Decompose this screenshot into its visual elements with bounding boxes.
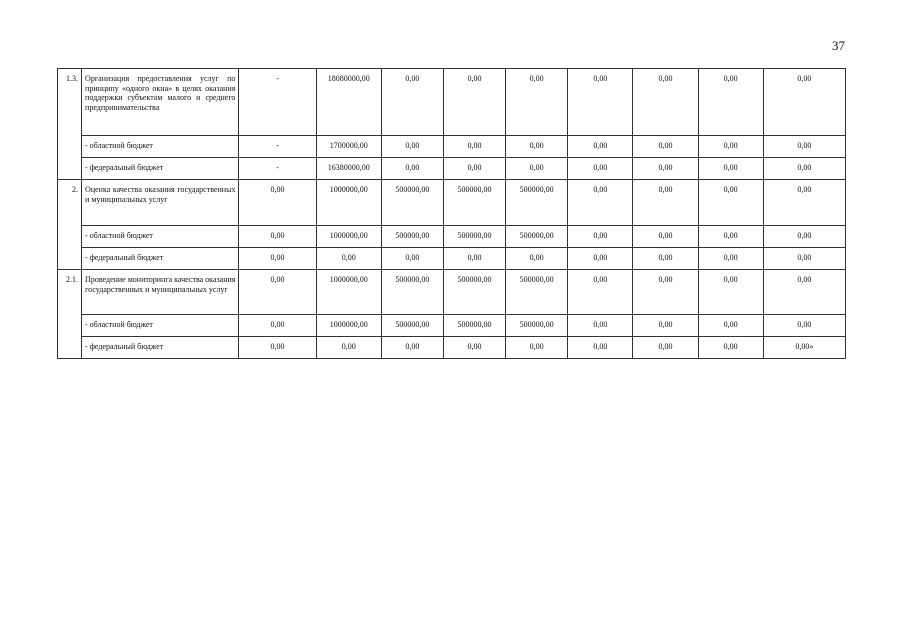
value-cell: 0,00 <box>633 248 698 270</box>
value-cell: 0,00 <box>763 226 845 248</box>
row-name: Проведение мониторинга качества оказания государственных и муниципальных услуг <box>82 270 239 315</box>
table-row <box>58 315 846 337</box>
table-row <box>58 226 846 248</box>
value-cell: 0,00» <box>763 337 845 359</box>
value-cell: 0,00 <box>381 337 443 359</box>
value-cell: 0,00 <box>381 158 443 180</box>
value-cell: 0,00 <box>443 248 505 270</box>
value-cell: 1000000,00 <box>316 180 381 226</box>
value-cell: 0,00 <box>506 337 568 359</box>
value-cell: 1000000,00 <box>316 270 381 315</box>
table-row <box>58 158 846 180</box>
value-cell: 0,00 <box>763 69 845 136</box>
value-cell: 1000000,00 <box>316 315 381 337</box>
value-cell: 0,00 <box>239 226 316 248</box>
value-cell: 0,00 <box>239 180 316 226</box>
value-cell: 0,00 <box>633 270 698 315</box>
value-cell: 0,00 <box>698 270 763 315</box>
row-name: Оценка качества оказания государственных и муниципальных услуг <box>82 180 239 226</box>
value-cell: 0,00 <box>316 337 381 359</box>
value-cell: 0,00 <box>443 337 505 359</box>
row-name: - областной бюджет <box>82 136 239 158</box>
row-number: 2.1. <box>58 270 82 359</box>
value-cell: 500000,00 <box>443 226 505 248</box>
value-cell: 0,00 <box>443 69 505 136</box>
row-name: - федеральный бюджет <box>82 158 239 180</box>
table-row <box>58 69 846 136</box>
row-name: - федеральный бюджет <box>82 248 239 270</box>
value-cell: 500000,00 <box>506 180 568 226</box>
table-row <box>58 180 846 226</box>
value-cell: 500000,00 <box>381 270 443 315</box>
value-cell: 500000,00 <box>381 226 443 248</box>
value-cell: 0,00 <box>698 315 763 337</box>
value-cell: 0,00 <box>698 337 763 359</box>
value-cell: 0,00 <box>506 248 568 270</box>
page-number: 37 <box>832 38 845 53</box>
value-cell: 0,00 <box>633 315 698 337</box>
row-name: - областной бюджет <box>82 315 239 337</box>
table-row <box>58 248 846 270</box>
value-cell: 0,00 <box>568 180 633 226</box>
value-cell: 1000000,00 <box>316 226 381 248</box>
value-cell: 0,00 <box>633 337 698 359</box>
value-cell: 500000,00 <box>443 270 505 315</box>
value-cell: 0,00 <box>443 136 505 158</box>
value-cell: 0,00 <box>443 158 505 180</box>
value-cell: 500000,00 <box>381 315 443 337</box>
value-cell: 500000,00 <box>506 315 568 337</box>
value-cell: 500000,00 <box>443 315 505 337</box>
value-cell: 0,00 <box>239 315 316 337</box>
value-cell: 500000,00 <box>381 180 443 226</box>
value-cell: 0,00 <box>633 69 698 136</box>
table-body <box>58 69 846 359</box>
value-cell: - <box>239 69 316 136</box>
value-cell: 1700000,00 <box>316 136 381 158</box>
value-cell: 0,00 <box>763 136 845 158</box>
value-cell: 0,00 <box>381 248 443 270</box>
value-cell: 16380000,00 <box>316 158 381 180</box>
value-cell: - <box>239 136 316 158</box>
value-cell: 0,00 <box>633 158 698 180</box>
value-cell: 0,00 <box>698 226 763 248</box>
row-name: - федеральный бюджет <box>82 337 239 359</box>
value-cell: 0,00 <box>763 315 845 337</box>
value-cell: 0,00 <box>506 69 568 136</box>
value-cell: 0,00 <box>568 69 633 136</box>
value-cell: 0,00 <box>763 158 845 180</box>
value-cell: 0,00 <box>568 315 633 337</box>
value-cell: 0,00 <box>568 136 633 158</box>
value-cell: 0,00 <box>633 180 698 226</box>
value-cell: 0,00 <box>698 69 763 136</box>
row-number: 2. <box>58 180 82 270</box>
value-cell: - <box>239 158 316 180</box>
value-cell: 0,00 <box>763 248 845 270</box>
value-cell: 0,00 <box>763 270 845 315</box>
row-number: 1.3. <box>58 69 82 180</box>
value-cell: 500000,00 <box>506 226 568 248</box>
value-cell: 0,00 <box>698 158 763 180</box>
value-cell: 0,00 <box>568 226 633 248</box>
value-cell: 500000,00 <box>506 270 568 315</box>
value-cell: 0,00 <box>381 136 443 158</box>
value-cell: 0,00 <box>568 158 633 180</box>
value-cell: 0,00 <box>568 337 633 359</box>
table-row <box>58 136 846 158</box>
value-cell: 0,00 <box>568 248 633 270</box>
value-cell: 0,00 <box>239 248 316 270</box>
value-cell: 500000,00 <box>443 180 505 226</box>
row-name: - областной бюджет <box>82 226 239 248</box>
value-cell: 0,00 <box>698 136 763 158</box>
table-row <box>58 337 846 359</box>
value-cell: 0,00 <box>633 136 698 158</box>
value-cell: 0,00 <box>316 248 381 270</box>
table-row <box>58 270 846 315</box>
value-cell: 0,00 <box>698 248 763 270</box>
value-cell: 0,00 <box>381 69 443 136</box>
budget-table <box>57 68 846 359</box>
value-cell: 0,00 <box>506 158 568 180</box>
row-name: Организация предоставления услуг по принципу «одного окна» в целях оказания поддержки субъектам малого и среднего предпринимательства <box>82 69 239 136</box>
value-cell: 0,00 <box>633 226 698 248</box>
value-cell: 0,00 <box>698 180 763 226</box>
value-cell: 0,00 <box>763 180 845 226</box>
value-cell: 18080000,00 <box>316 69 381 136</box>
value-cell: 0,00 <box>239 270 316 315</box>
value-cell: 0,00 <box>568 270 633 315</box>
value-cell: 0,00 <box>239 337 316 359</box>
value-cell: 0,00 <box>506 136 568 158</box>
